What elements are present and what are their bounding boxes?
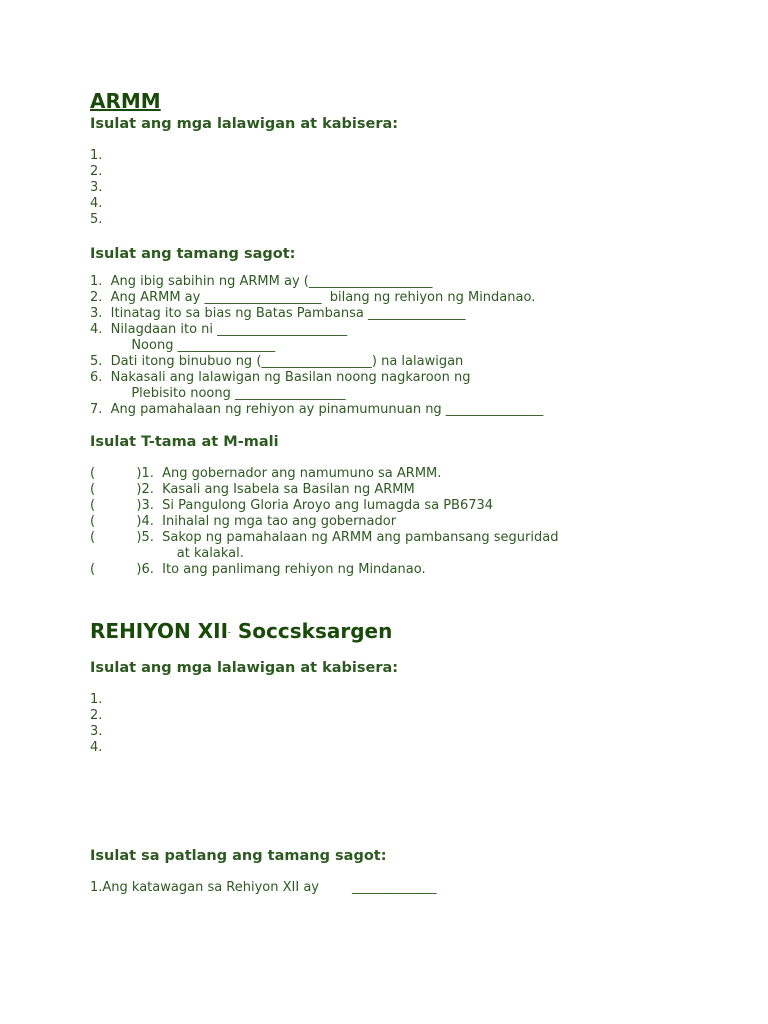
- rehiyon-xii-section: [90, 618, 730, 896]
- armm-true-false-heading: Isulat T-tama at M-mali: [90, 434, 279, 450]
- list-item: 4.: [90, 739, 103, 755]
- rehiyon-xii-title-main: REHIYON XII: [90, 619, 229, 643]
- armm-answers-heading: Isulat ang tamang sagot:: [90, 246, 296, 262]
- true-false-item: ( )2. Kasali ang Isabela sa Basilan ng ARMM: [90, 482, 415, 497]
- rehiyon-xii-provinces-heading: Isulat ang mga lalawigan at kabisera:: [90, 659, 399, 676]
- question-item: 2. Ang ARMM ay __________________ bilang ng rehiyon ng Mindanao.: [90, 290, 536, 305]
- list-item: 3.: [90, 723, 103, 739]
- armm-true-false-list: [90, 466, 730, 578]
- true-false-item: ( )4. Inihalal ng mga tao ang gobernador: [90, 514, 397, 529]
- list-item: 1.: [90, 148, 103, 163]
- list-item: 3.: [90, 180, 103, 195]
- question-item: Noong _______________: [90, 338, 276, 353]
- list-item: 4.: [90, 196, 103, 211]
- list-item: 2.: [90, 707, 103, 723]
- true-false-item: at kalakal.: [90, 546, 244, 561]
- question-item: 1. Ang ibig sabihin ng ARMM ay (___________________: [90, 274, 433, 289]
- true-false-item: ( )5. Sakop ng pamahalaan ng ARMM ang pambansang seguridad: [90, 530, 559, 545]
- rehiyon-xii-provinces-list: [90, 692, 730, 756]
- armm-section: [90, 88, 730, 578]
- question-item: 6. Nakasali ang lalawigan ng Basilan noong nagkaroon ng: [90, 370, 471, 385]
- question-item: 4. Nilagdaan ito ni ____________________: [90, 322, 348, 337]
- true-false-item: ( )6. Ito ang panlimang rehiyon ng Mindanao.: [90, 562, 426, 577]
- armm-provinces-heading: Isulat ang mga lalawigan at kabisera:: [90, 116, 399, 132]
- worksheet-page: [90, 88, 730, 896]
- armm-provinces-list: [90, 148, 730, 228]
- rehiyon-xii-title-separator: -: [228, 627, 231, 637]
- armm-title: ARMM: [90, 89, 161, 113]
- rehiyon-xii-title: [90, 618, 730, 646]
- question-item: 7. Ang pamahalaan ng rehiyon ay pinamumunuan ng _______________: [90, 402, 544, 417]
- question-item: Plebisito noong _________________: [90, 386, 346, 401]
- question-item: 5. Dati itong binubuo ng (_________________) na lalawigan: [90, 354, 464, 369]
- rehiyon-xii-question-1: 1.Ang katawagan sa Rehiyon XII ay _____________: [90, 879, 437, 895]
- rehiyon-xii-answers-heading: Isulat sa patlang ang tamang sagot:: [90, 847, 387, 864]
- true-false-item: ( )1. Ang gobernador ang namumuno sa ARMM.: [90, 466, 442, 481]
- rehiyon-xii-title-rest: Soccsksargen: [230, 619, 393, 643]
- list-item: 2.: [90, 164, 103, 179]
- true-false-item: ( )3. Si Pangulong Gloria Aroyo ang lumagda sa PB6734: [90, 498, 494, 513]
- list-item: 1.: [90, 691, 103, 707]
- armm-questions-list: [90, 274, 730, 418]
- question-item: 3. Itinatag ito sa bias ng Batas Pambansa _______________: [90, 306, 466, 321]
- list-item: 5.: [90, 212, 103, 227]
